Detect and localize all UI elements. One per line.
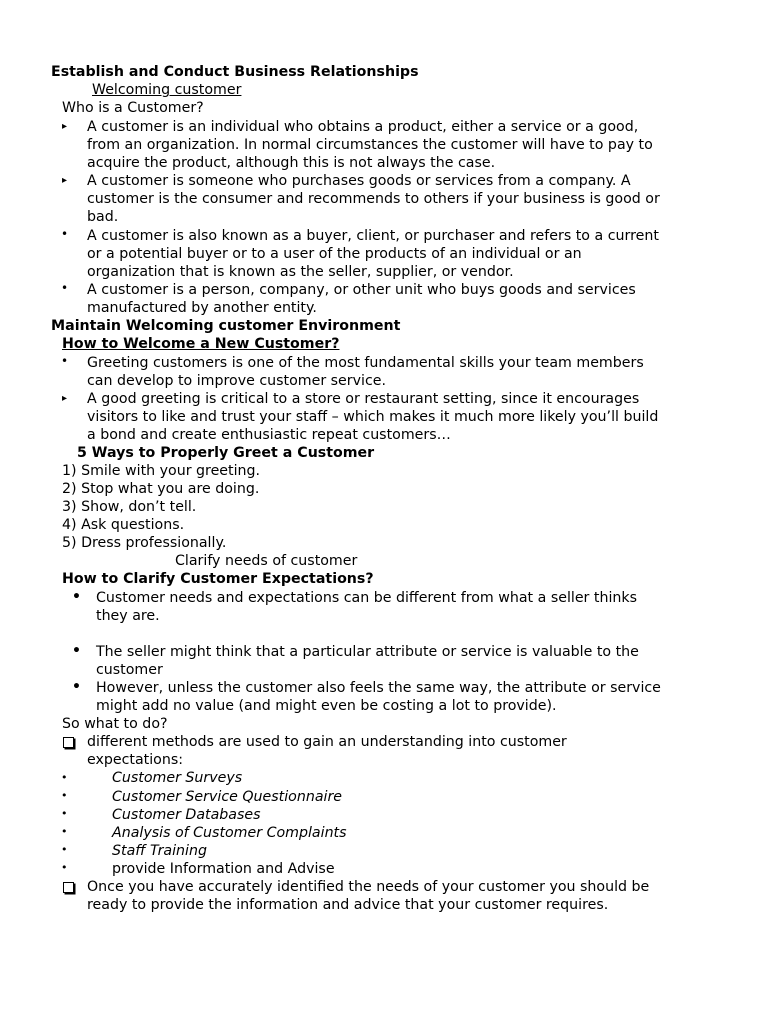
- definition-1-line-2: from an organization. In normal circumstances the customer will have to pay to: [87, 137, 653, 153]
- way-item-2: 2) Stop what you are doing.: [62, 481, 260, 497]
- definition-3-line-1: A customer is also known as a buyer, client, or purchaser and refers to a current: [87, 228, 659, 244]
- triangle-bullet-icon: ▸: [62, 175, 68, 186]
- way-item-1: 1) Smile with your greeting.: [62, 463, 261, 479]
- definition-2-line-2: customer is the consumer and recommends to others if your business is good or: [87, 191, 660, 207]
- definition-2-line-3: bad.: [87, 209, 119, 225]
- definition-1-line-3: acquire the product, although this is not always the case.: [87, 155, 496, 171]
- expectation-1-line-1: Customer needs and expectations can be different from what a seller thinks: [96, 590, 637, 606]
- checkbox-bullet-icon: [63, 737, 74, 751]
- subheading-welcoming-customer: Welcoming customer: [92, 82, 242, 98]
- method-item: Analysis of Customer Complaints: [112, 825, 347, 841]
- way-item-3: 3) Show, don’t tell.: [62, 499, 197, 515]
- method-item: provide Information and Advise: [112, 861, 335, 877]
- question-welcome-new-customer: How to Welcome a New Customer?: [62, 336, 340, 352]
- definition-2-line-1: A customer is someone who purchases goods or services from a company. A: [87, 173, 631, 189]
- dot-bullet-icon: •: [61, 843, 68, 856]
- welcome-point-1-line-1: Greeting customers is one of the most fundamental skills your team members: [87, 355, 644, 371]
- dot-bullet-icon: •: [61, 825, 68, 838]
- method-item: Customer Service Questionnaire: [112, 789, 343, 805]
- clarify-needs-title: Clarify needs of customer: [175, 553, 358, 569]
- dot-bullet-icon: •: [72, 643, 81, 659]
- expectation-1-line-2: they are.: [96, 608, 160, 624]
- dot-bullet-icon: •: [61, 281, 69, 295]
- closing-line-1: Once you have accurately identified the needs of your customer you should be: [87, 879, 650, 895]
- welcome-point-2-line-2: visitors to like and trust your staff – which makes it much more likely you’ll build: [87, 409, 659, 425]
- welcome-point-2-line-1: A good greeting is critical to a store or restaurant setting, since it encourages: [87, 391, 640, 407]
- method-item: Staff Training: [112, 843, 207, 859]
- heading-welcoming-environment: Maintain Welcoming customer Environment: [51, 318, 401, 334]
- definition-3-line-2: or a potential buyer or to a user of the products of an individual or an: [87, 246, 582, 262]
- expectation-3-line-1: However, unless the customer also feels the same way, the attribute or service: [96, 680, 661, 696]
- way-item-5: 5) Dress professionally.: [62, 535, 227, 551]
- methods-intro-line-2: expectations:: [87, 752, 184, 768]
- way-item-4: 4) Ask questions.: [62, 517, 185, 533]
- dot-bullet-icon: •: [61, 771, 68, 784]
- definition-4-line-1: A customer is a person, company, or other unit who buys goods and services: [87, 282, 636, 298]
- dot-bullet-icon: •: [72, 679, 81, 695]
- dot-bullet-icon: •: [61, 807, 68, 820]
- welcome-point-1-line-2: can develop to improve customer service.: [87, 373, 386, 389]
- checkbox-bullet-icon: [63, 882, 74, 896]
- question-clarify-expectations: How to Clarify Customer Expectations?: [62, 571, 374, 587]
- closing-line-2: ready to provide the information and advice that your customer requires.: [87, 897, 609, 913]
- ways-to-greet-title: 5 Ways to Properly Greet a Customer: [77, 445, 375, 461]
- dot-bullet-icon: •: [72, 589, 81, 605]
- definition-4-line-2: manufactured by another entity.: [87, 300, 317, 316]
- dot-bullet-icon: •: [61, 354, 69, 368]
- triangle-bullet-icon: ▸: [62, 393, 68, 404]
- method-item: Customer Databases: [112, 807, 261, 823]
- definition-1-line-1: A customer is an individual who obtains a product, either a service or a good,: [87, 119, 639, 135]
- expectation-2-line-1: The seller might think that a particular attribute or service is valuable to the: [96, 644, 639, 660]
- triangle-bullet-icon: ▸: [62, 121, 68, 132]
- so-what-to-do: So what to do?: [62, 716, 168, 732]
- dot-bullet-icon: •: [61, 861, 68, 874]
- heading-business-relationships: Establish and Conduct Business Relationships: [51, 64, 419, 80]
- dot-bullet-icon: •: [61, 789, 68, 802]
- question-who-is-customer: Who is a Customer?: [62, 100, 204, 116]
- dot-bullet-icon: •: [61, 227, 69, 241]
- expectation-3-line-2: might add no value (and might even be costing a lot to provide).: [96, 698, 557, 714]
- expectation-2-line-2: customer: [96, 662, 163, 678]
- welcome-point-2-line-3: a bond and create enthusiastic repeat customers…: [87, 427, 451, 443]
- method-item: Customer Surveys: [112, 770, 243, 786]
- methods-intro-line-1: different methods are used to gain an understanding into customer: [87, 734, 567, 750]
- definition-3-line-3: organization that is known as the seller, supplier, or vendor.: [87, 264, 514, 280]
